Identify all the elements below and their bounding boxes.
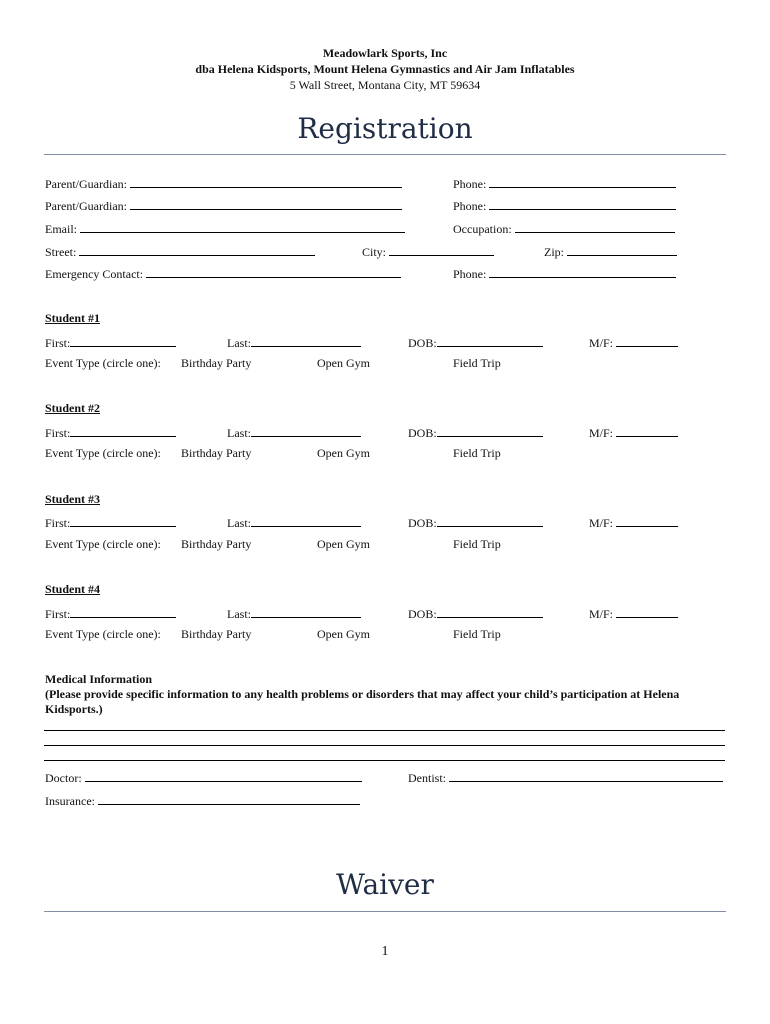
student-2-option-field-trip[interactable]: Field Trip (453, 446, 501, 460)
student-4-option-field-trip[interactable]: Field Trip (453, 627, 501, 641)
student-4-mf-blank[interactable] (616, 605, 678, 618)
phone-1-blank[interactable] (489, 175, 676, 188)
phone-2-blank[interactable] (489, 197, 676, 210)
student-3-dob-label: DOB: (408, 516, 437, 530)
phone-2-label: Phone: (453, 199, 487, 213)
phone-3-blank[interactable] (489, 265, 676, 278)
occupation-label: Occupation: (453, 222, 512, 236)
waiver-title: Waiver (336, 868, 434, 901)
student-1-option-birthday-party[interactable]: Birthday Party (181, 356, 252, 370)
student-1-mf-field[interactable] (589, 334, 678, 351)
student-1-event-label: Event Type (circle one): (45, 356, 161, 370)
occupation-blank[interactable] (515, 220, 675, 233)
student-2-mf-blank[interactable] (616, 424, 678, 437)
student-1-first-field[interactable] (45, 334, 176, 351)
phone-1-field[interactable] (453, 175, 676, 192)
student-4-last-label: Last: (227, 607, 251, 621)
student-3-dob-field[interactable] (408, 514, 543, 531)
student-4-first-field[interactable] (45, 605, 176, 622)
zip-blank[interactable] (567, 243, 677, 256)
street-blank[interactable] (79, 243, 315, 256)
insurance-field[interactable] (45, 792, 360, 809)
parent-guardian-1-label: Parent/Guardian: (45, 177, 127, 191)
student-1-first-blank[interactable] (70, 334, 176, 347)
dentist-field[interactable] (408, 769, 723, 786)
student-4-option-birthday-party[interactable]: Birthday Party (181, 627, 252, 641)
student-2-mf-label: M/F: (589, 426, 614, 440)
email-blank[interactable] (80, 220, 405, 233)
student-3-heading: Student #3 (45, 492, 101, 506)
student-4-dob-blank[interactable] (437, 605, 543, 618)
waiver-rule (44, 911, 726, 912)
insurance-blank[interactable] (98, 792, 360, 805)
student-2-dob-blank[interactable] (437, 424, 543, 437)
student-4-first-label: First: (45, 607, 71, 621)
student-4-event-label: Event Type (circle one): (45, 627, 161, 641)
emergency-contact-label: Emergency Contact: (45, 267, 144, 281)
insurance-label: Insurance: (45, 794, 95, 808)
student-2-event-label: Event Type (circle one): (45, 446, 161, 460)
student-4-heading: Student #4 (45, 582, 101, 596)
emergency-contact-blank[interactable] (146, 265, 401, 278)
student-4-dob-field[interactable] (408, 605, 543, 622)
parent-guardian-1-field[interactable] (45, 175, 402, 192)
student-4-first-blank[interactable] (70, 605, 176, 618)
parent-guardian-2-field[interactable] (45, 197, 402, 214)
student-1-dob-blank[interactable] (437, 334, 543, 347)
student-4-last-field[interactable] (227, 605, 361, 622)
registration-title: Registration (297, 112, 473, 145)
phone-1-label: Phone: (453, 177, 487, 191)
student-3-first-label: First: (45, 516, 71, 530)
city-field[interactable] (362, 243, 494, 260)
student-1-dob-field[interactable] (408, 334, 543, 351)
student-1-dob-label: DOB: (408, 336, 437, 350)
student-2-last-blank[interactable] (251, 424, 361, 437)
page-number: 1 (381, 944, 389, 959)
student-1-heading: Student #1 (45, 311, 101, 325)
occupation-field[interactable] (453, 220, 675, 237)
company-dba: dba Helena Kidsports, Mount Helena Gymnastics and Air Jam Inflatables (195, 62, 575, 76)
student-3-option-field-trip[interactable]: Field Trip (453, 537, 501, 551)
student-2-option-open-gym[interactable]: Open Gym (317, 446, 370, 460)
parent-guardian-1-blank[interactable] (130, 175, 402, 188)
city-label: City: (362, 245, 387, 259)
medical-heading: Medical Information (45, 672, 152, 686)
student-3-last-field[interactable] (227, 514, 361, 531)
student-3-mf-blank[interactable] (616, 514, 678, 527)
doctor-field[interactable] (45, 769, 362, 786)
student-1-last-label: Last: (227, 336, 251, 350)
student-4-option-open-gym[interactable]: Open Gym (317, 627, 370, 641)
student-2-mf-field[interactable] (589, 424, 678, 441)
city-blank[interactable] (389, 243, 494, 256)
dentist-label: Dentist: (408, 771, 446, 785)
zip-field[interactable] (544, 243, 677, 260)
phone-3-field[interactable] (453, 265, 676, 282)
medical-writing-line-2[interactable] (44, 745, 725, 746)
medical-note-line-1: (Please provide specific information to any health problems or disorders that may affect your child’s participation at Helena (45, 687, 680, 701)
medical-writing-line-1[interactable] (44, 730, 725, 731)
student-3-last-label: Last: (227, 516, 251, 530)
student-2-first-blank[interactable] (70, 424, 176, 437)
student-4-mf-label: M/F: (589, 607, 614, 621)
student-3-event-label: Event Type (circle one): (45, 537, 161, 551)
email-label: Email: (45, 222, 77, 236)
student-4-mf-field[interactable] (589, 605, 678, 622)
student-1-first-label: First: (45, 336, 71, 350)
student-3-first-blank[interactable] (70, 514, 176, 527)
company-address: 5 Wall Street, Montana City, MT 59634 (289, 78, 481, 92)
street-field[interactable] (45, 243, 315, 260)
student-1-mf-label: M/F: (589, 336, 614, 350)
student-1-mf-blank[interactable] (616, 334, 678, 347)
student-3-dob-blank[interactable] (437, 514, 543, 527)
student-1-option-field-trip[interactable]: Field Trip (453, 356, 501, 370)
student-2-last-field[interactable] (227, 424, 361, 441)
student-4-last-blank[interactable] (251, 605, 361, 618)
student-3-mf-label: M/F: (589, 516, 614, 530)
email-field[interactable] (45, 220, 405, 237)
student-2-dob-label: DOB: (408, 426, 437, 440)
street-label: Street: (45, 245, 77, 259)
student-3-option-open-gym[interactable]: Open Gym (317, 537, 370, 551)
student-3-last-blank[interactable] (251, 514, 361, 527)
title-rule (44, 154, 726, 155)
student-1-last-field[interactable] (227, 334, 361, 351)
emergency-contact-field[interactable] (45, 265, 401, 282)
student-2-first-field[interactable] (45, 424, 176, 441)
student-3-option-birthday-party[interactable]: Birthday Party (181, 537, 252, 551)
zip-label: Zip: (544, 245, 564, 259)
student-2-option-birthday-party[interactable]: Birthday Party (181, 446, 252, 460)
doctor-blank[interactable] (85, 769, 362, 782)
dentist-blank[interactable] (449, 769, 723, 782)
student-2-last-label: Last: (227, 426, 251, 440)
student-1-option-open-gym[interactable]: Open Gym (317, 356, 370, 370)
phone-2-field[interactable] (453, 197, 676, 214)
parent-guardian-2-label: Parent/Guardian: (45, 199, 127, 213)
medical-note-line-2: Kidsports.) (45, 702, 103, 716)
student-2-heading: Student #2 (45, 401, 101, 415)
phone-3-label: Phone: (453, 267, 487, 281)
student-3-first-field[interactable] (45, 514, 176, 531)
company-name: Meadowlark Sports, Inc (322, 46, 448, 60)
parent-guardian-2-blank[interactable] (130, 197, 402, 210)
student-2-dob-field[interactable] (408, 424, 543, 441)
student-1-last-blank[interactable] (251, 334, 361, 347)
student-2-first-label: First: (45, 426, 71, 440)
medical-writing-line-3[interactable] (44, 760, 725, 761)
doctor-label: Doctor: (45, 771, 82, 785)
student-3-mf-field[interactable] (589, 514, 678, 531)
student-4-dob-label: DOB: (408, 607, 437, 621)
